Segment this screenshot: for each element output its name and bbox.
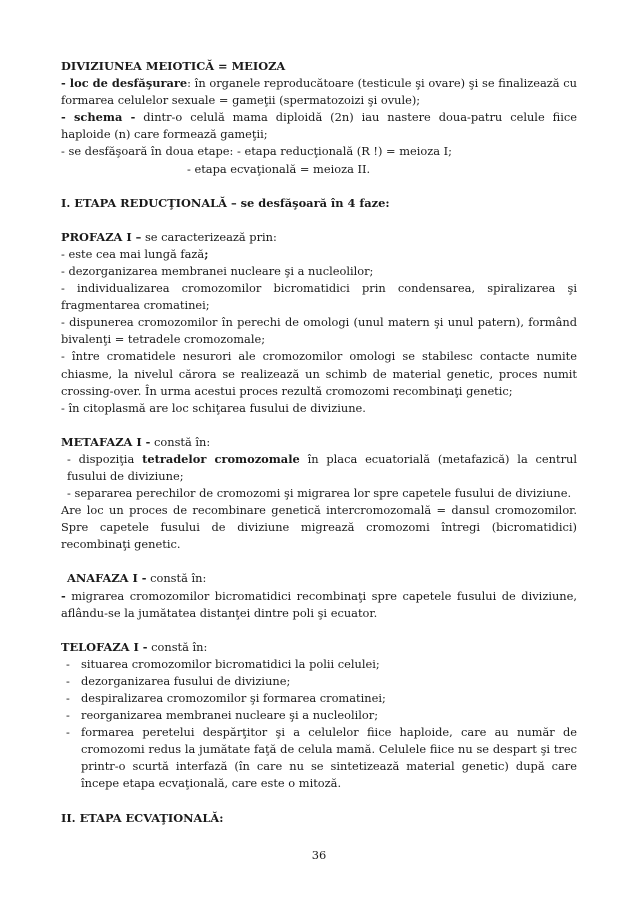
prophase-item: - în citoplasmă are loc schiţarea fusului de diviziune.: [61, 400, 366, 415]
list-item: - formarea peretelui despărţitor şi a celulelor fiice haploide, care au număr de cromozomi redus la jumătate faţă de celula mamă. Celulele fiice nu se despart şi trec printr-o scurtă interfază (în care nu se sintetizează material genetic) după care începe etapa ecvaţională, care este o mitoză.: [66, 725, 577, 791]
telophase-list: [61, 656, 577, 793]
document-page: [61, 58, 577, 827]
location-text: : în organele reproducătoare (testicule şi ovare) şi se finalizează cu formarea celulelor sexuale = gameţii (spermatozoizi şi ovule);: [61, 76, 577, 108]
anaphase-title: ANAFAZA I -: [67, 571, 147, 586]
location-paragraph: [61, 75, 577, 109]
prophase-heading: [61, 229, 577, 246]
anaphase-heading: [61, 570, 577, 587]
stages-line: - se desfăşoară în doua etape: - etapa reducţională (R !) = meioza I;: [61, 144, 452, 159]
schema-label: - schema -: [61, 110, 136, 125]
schema-paragraph: [61, 109, 577, 143]
page-number: 36: [311, 848, 327, 862]
telophase-heading: [61, 639, 577, 656]
schema-text: dintr-o celulă mama diploidă (2n) iau nastere doua-patru celule fiice haploide (n) care formează gameţii;: [61, 110, 577, 142]
anaphase-item: - migrarea cromozomilor bicromatidici recombinaţi spre capetele fusului de diviziune, aflându-se la jumătatea distanţei dintre poli şi ecuator.: [61, 588, 577, 620]
prophase-intro: se caracterizează prin:: [141, 229, 277, 244]
prophase-title: PROFAZA I –: [61, 229, 142, 244]
stages-line-2: - etapa ecvaţională = meioza II.: [187, 161, 371, 176]
metaphase-item: - separarea perechilor de cromozomi şi migrarea lor spre capetele fusului de diviziune.: [67, 486, 572, 501]
telophase-title: TELOFAZA I -: [61, 639, 148, 654]
list-item: - situarea cromozomilor bicromatidici la polii celulei;: [66, 656, 380, 671]
prophase-item: - dispunerea cromozomilor în perechi de omologi (unul matern şi unul patern), formând bivalenţi = tetradele cromozomale;: [61, 315, 577, 347]
prophase-item: - individualizarea cromozomilor bicromatidici prin condensarea, spiralizarea şi fragmentarea cromatinei;: [61, 281, 577, 313]
telophase-intro: constă în:: [147, 639, 208, 654]
metaphase-title: METAFAZA I -: [61, 434, 151, 449]
reductional-stage-heading: I. ETAPA REDUCŢIONALĂ – se desfăşoară în 4 faze:: [61, 195, 390, 210]
tetrads-term: tetradelor cromozomale: [142, 451, 300, 466]
metaphase-heading: [61, 434, 577, 451]
metaphase-intro: constă în:: [150, 434, 211, 449]
ecuational-stage-heading: II. ETAPA ECVAŢIONALĂ:: [61, 810, 224, 825]
location-label: - loc de desfăşurare: [61, 76, 188, 91]
meiosis-title: DIVIZIUNEA MEIOTICĂ = MEIOZA: [61, 59, 286, 73]
list-item: - reorganizarea membranei nucleare şi a nucleolilor;: [66, 708, 379, 723]
list-item: - despiralizarea cromozomilor şi formarea cromatinei;: [66, 691, 386, 705]
prophase-item: - între cromatidele nesurori ale cromozomilor omologi se stabilesc contacte numite chiasme, la nivelul cărora se realizează un schimb de material genetic, proces numit crossing-over. În urma acestui proces rezultă cromozomi recombinaţi genetic;: [61, 349, 577, 398]
prophase-item: - este cea mai lungă fază;: [61, 246, 209, 261]
prophase-item: - dezorganizarea membranei nucleare şi a nucleolilor;: [61, 263, 374, 278]
list-item: - dezorganizarea fusului de diviziune;: [66, 673, 291, 688]
metaphase-item: - dispoziţia tetradelor cromozomale în placa ecuatorială (metafazică) la centrul fusului de diviziune;: [67, 451, 577, 483]
metaphase-text: Are loc un proces de recombinare genetică intercromozomală = dansul cromozomilor. Spre capetele fusului de diviziune migrează cromozomi întregi (bicromatidici) recombinaţi genetic.: [61, 503, 577, 552]
anaphase-intro: constă în:: [146, 571, 207, 586]
